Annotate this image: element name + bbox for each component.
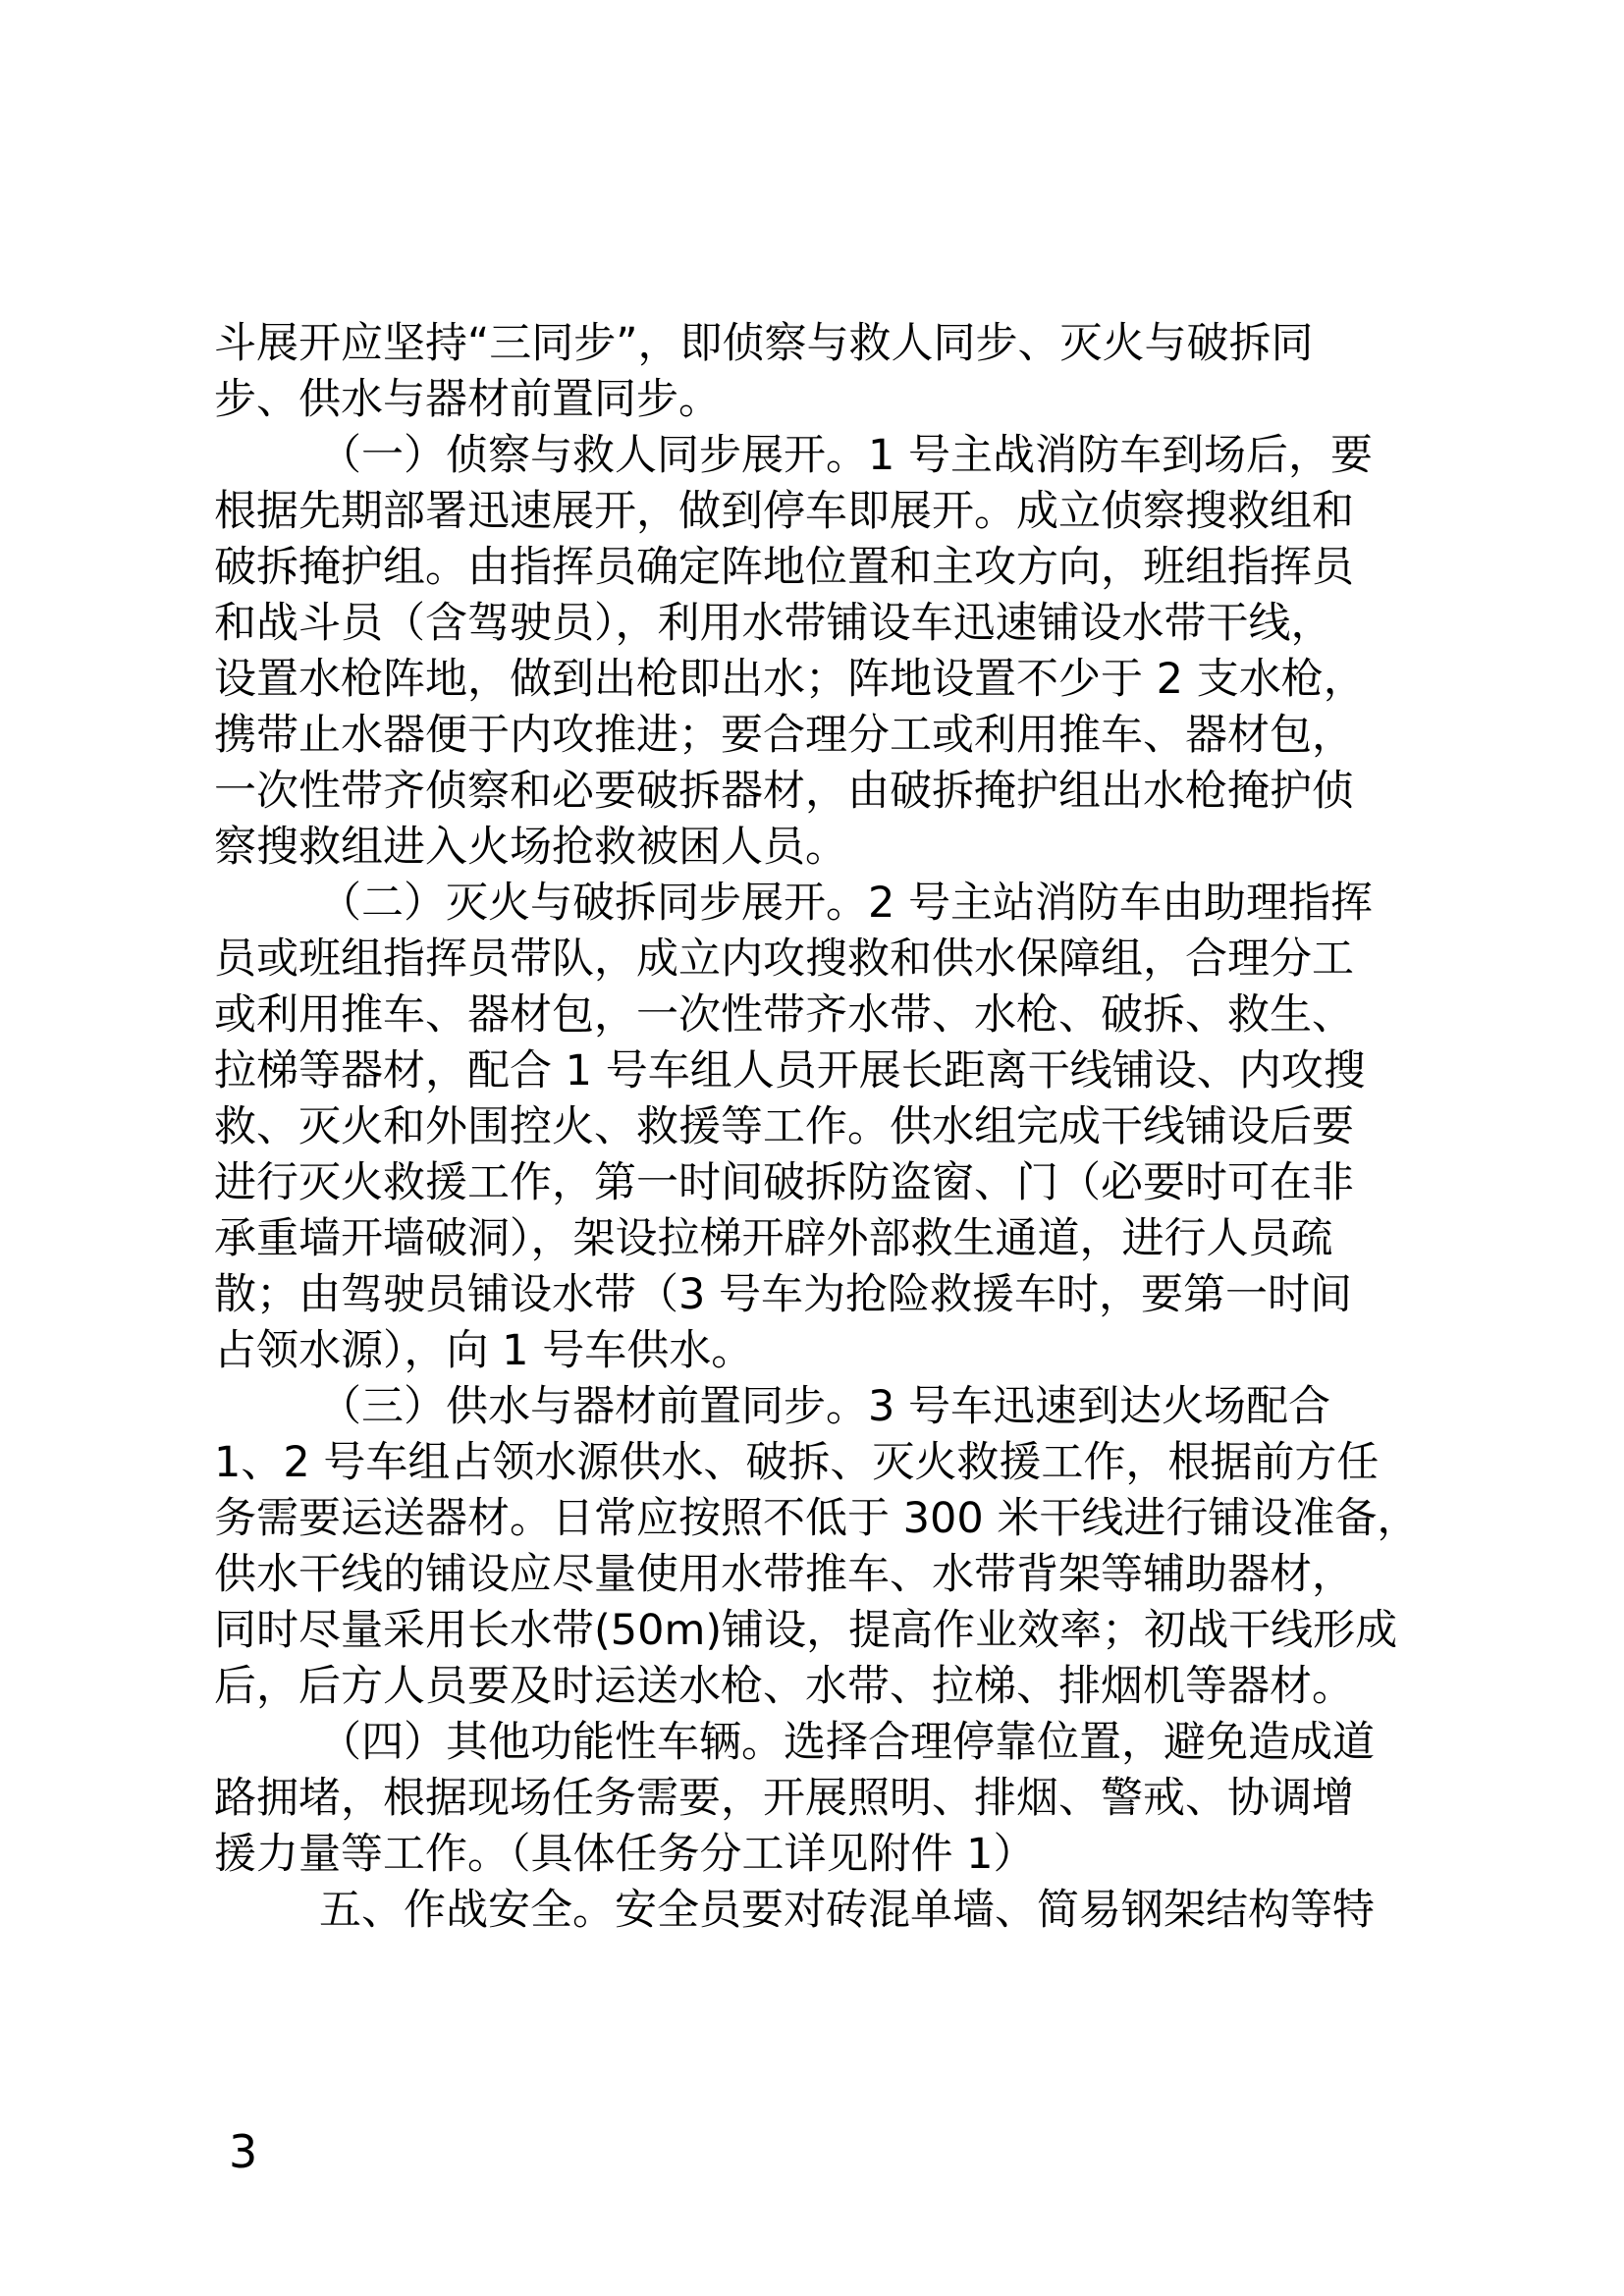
text-line: 散；由驾驶员铺设水带（3 号车为抢险救援车时，要第一时间 <box>214 1270 1353 1319</box>
text-line: 员或班组指挥员带队，成立内攻搜救和供水保障组，合理分工 <box>214 934 1354 984</box>
text-line: （三）供水与器材前置同步。3 号车迅速到达火场配合 <box>319 1382 1331 1431</box>
text-line: 步、供水与器材前置同步。 <box>214 375 721 424</box>
paragraph-p1 <box>214 428 1432 876</box>
text-line: 携带止水器便于内攻推进；要合理分工或利用推车、器材包， <box>214 711 1354 760</box>
text-line: 救、灭火和外围控火、救援等工作。供水组完成干线铺设后要 <box>214 1102 1354 1151</box>
text-line: 一次性带齐侦察和必要破拆器材，由破拆掩护组出水枪掩护侦 <box>214 767 1354 816</box>
paragraph-p4 <box>214 1715 1432 1883</box>
text-line: 斗展开应坚持“三同步”，即侦察与救人同步、灭火与破拆同 <box>214 319 1314 368</box>
text-line: （二）灭火与破拆同步展开。2 号主站消防车由助理指挥 <box>319 879 1374 928</box>
text-line: 拉梯等器材，配合 1 号车组人员开展长距离干线铺设、内攻搜 <box>214 1046 1366 1095</box>
page-number: 3 <box>229 2125 258 2178</box>
paragraph-p2 <box>214 876 1432 1379</box>
text-line: 同时尽量采用长水带(50m)铺设，提高作业效率；初战干线形成 <box>214 1606 1398 1655</box>
text-line: 1、2 号车组占领水源供水、破拆、灭火救援工作，根据前方任 <box>214 1438 1380 1487</box>
text-line: 五、作战安全。安全员要对砖混单墙、简易钢架结构等特 <box>319 1886 1375 1935</box>
document-body <box>214 316 1432 1939</box>
text-line: 进行灭火救援工作，第一时间破拆防盗窗、门（必要时可在非 <box>214 1158 1354 1207</box>
text-line: 或利用推车、器材包，一次性带齐水带、水枪、破拆、救生、 <box>214 990 1354 1040</box>
text-line: 根据先期部署迅速展开，做到停车即展开。成立侦察搜救组和 <box>214 487 1354 536</box>
text-line: 设置水枪阵地，做到出枪即出水；阵地设置不少于 2 支水枪， <box>214 655 1366 704</box>
text-line: 援力量等工作。（具体任务分工详见附件 1） <box>214 1830 1036 1879</box>
text-line: 察搜救组进入火场抢救被困人员。 <box>214 823 847 872</box>
text-line: （四）其他功能性车辆。选择合理停靠位置，避免造成道 <box>319 1718 1375 1767</box>
paragraph-p5 <box>214 1883 1432 1939</box>
text-line: 后，后方人员要及时运送水枪、水带、拉梯、排烟机等器材。 <box>214 1662 1354 1711</box>
text-line: 供水干线的铺设应尽量使用水带推车、水带背架等辅助器材， <box>214 1550 1354 1599</box>
text-line: 务需要运送器材。日常应按照不低于 300 米干线进行铺设准备， <box>214 1494 1420 1543</box>
text-line: （一）侦察与救人同步展开。1 号主战消防车到场后，要 <box>319 431 1374 480</box>
paragraph-p3 <box>214 1379 1432 1715</box>
text-line: 承重墙开墙破洞），架设拉梯开辟外部救生通道，进行人员疏 <box>214 1214 1333 1263</box>
text-line: 占领水源），向 1 号车供水。 <box>214 1326 754 1375</box>
text-line: 破拆掩护组。由指挥员确定阵地位置和主攻方向，班组指挥员 <box>214 543 1354 592</box>
text-line: 和战斗员（含驾驶员），利用水带铺设车迅速铺设水带干线， <box>214 599 1333 648</box>
text-line: 路拥堵，根据现场任务需要，开展照明、排烟、警戒、协调增 <box>214 1774 1354 1823</box>
paragraph-p0 <box>214 316 1432 428</box>
